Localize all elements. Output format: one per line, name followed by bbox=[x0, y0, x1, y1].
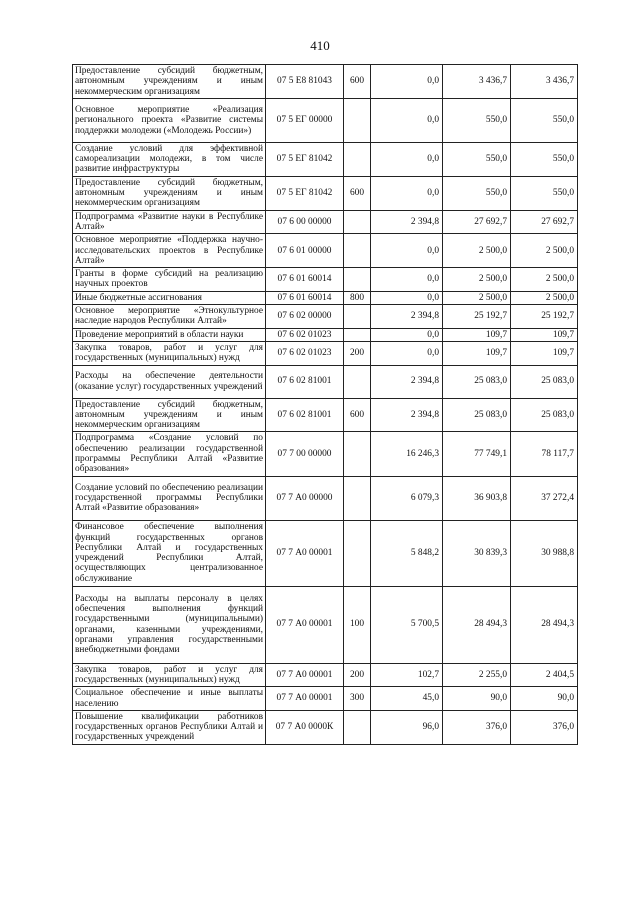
row-expense-type-cell bbox=[344, 210, 371, 234]
row-value-1-cell: 0,0 bbox=[371, 341, 443, 365]
row-expense-type-cell bbox=[344, 710, 371, 744]
row-name-cell: Основное мероприятие «Реализация регионального проекта «Развитие системы поддержки молодежи («Молодежь России») bbox=[73, 98, 266, 142]
row-code-cell: 07 6 02 01023 bbox=[266, 341, 344, 365]
table-row bbox=[73, 365, 578, 398]
row-expense-type-cell bbox=[344, 234, 371, 268]
row-value-3-cell: 550,0 bbox=[511, 98, 578, 142]
row-value-2-cell: 77 749,1 bbox=[443, 432, 511, 476]
table-row bbox=[73, 142, 578, 176]
table-row bbox=[73, 305, 578, 329]
row-expense-type-cell: 600 bbox=[344, 398, 371, 432]
row-value-1-cell: 5 700,5 bbox=[371, 586, 443, 663]
row-expense-type-cell bbox=[344, 365, 371, 398]
row-name-cell: Проведение мероприятий в области науки bbox=[73, 328, 266, 341]
row-value-1-cell: 0,0 bbox=[371, 142, 443, 176]
row-code-cell: 07 5 ЕГ 81042 bbox=[266, 142, 344, 176]
row-value-2-cell: 2 500,0 bbox=[443, 268, 511, 292]
row-value-3-cell: 2 404,5 bbox=[511, 663, 578, 687]
row-code-cell: 07 5 E8 81043 bbox=[266, 65, 344, 99]
row-name-cell: Иные бюджетные ассигнования bbox=[73, 291, 266, 304]
row-value-3-cell: 2 500,0 bbox=[511, 234, 578, 268]
row-code-cell: 07 6 00 00000 bbox=[266, 210, 344, 234]
row-value-1-cell: 0,0 bbox=[371, 234, 443, 268]
row-value-2-cell: 25 083,0 bbox=[443, 398, 511, 432]
row-name-cell: Подпрограмма «Создание условий по обеспечению реализации государственной программы Республики Алтай «Развитие образования» bbox=[73, 432, 266, 476]
row-value-1-cell: 5 848,2 bbox=[371, 520, 443, 586]
row-name-cell: Расходы на обеспечение деятельности (оказание услуг) государственных учреждений bbox=[73, 365, 266, 398]
row-value-3-cell: 2 500,0 bbox=[511, 291, 578, 304]
row-name-cell: Повышение квалификации работников государственных органов Республики Алтай и государственных учреждений bbox=[73, 710, 266, 744]
row-name-cell: Основное мероприятие «Этнокультурное наследие народов Республики Алтай» bbox=[73, 305, 266, 329]
row-code-cell: 07 6 01 60014 bbox=[266, 291, 344, 304]
row-value-2-cell: 550,0 bbox=[443, 98, 511, 142]
row-value-1-cell: 16 246,3 bbox=[371, 432, 443, 476]
row-value-3-cell: 376,0 bbox=[511, 710, 578, 744]
row-expense-type-cell bbox=[344, 476, 371, 520]
row-code-cell: 07 6 01 00000 bbox=[266, 234, 344, 268]
row-value-2-cell: 2 255,0 bbox=[443, 663, 511, 687]
row-value-3-cell: 2 500,0 bbox=[511, 268, 578, 292]
row-expense-type-cell bbox=[344, 432, 371, 476]
table-row bbox=[73, 710, 578, 744]
row-value-3-cell: 109,7 bbox=[511, 328, 578, 341]
budget-table-body bbox=[73, 65, 578, 745]
row-expense-type-cell bbox=[344, 328, 371, 341]
row-value-3-cell: 90,0 bbox=[511, 687, 578, 711]
row-value-3-cell: 109,7 bbox=[511, 341, 578, 365]
row-value-1-cell: 6 079,3 bbox=[371, 476, 443, 520]
row-value-1-cell: 0,0 bbox=[371, 65, 443, 99]
row-value-3-cell: 27 692,7 bbox=[511, 210, 578, 234]
row-value-1-cell: 2 394,8 bbox=[371, 305, 443, 329]
row-name-cell: Закупка товаров, работ и услуг для государственных (муниципальных) нужд bbox=[73, 341, 266, 365]
row-value-1-cell: 0,0 bbox=[371, 268, 443, 292]
row-name-cell: Предоставление субсидий бюджетным, автономным учреждениям и иным некоммерческим организациям bbox=[73, 398, 266, 432]
row-code-cell: 07 6 02 01023 bbox=[266, 328, 344, 341]
row-value-3-cell: 25 083,0 bbox=[511, 398, 578, 432]
row-expense-type-cell bbox=[344, 305, 371, 329]
row-value-1-cell: 0,0 bbox=[371, 98, 443, 142]
table-row bbox=[73, 65, 578, 99]
row-value-2-cell: 25 192,7 bbox=[443, 305, 511, 329]
row-expense-type-cell bbox=[344, 98, 371, 142]
row-name-cell: Гранты в форме субсидий на реализацию научных проектов bbox=[73, 268, 266, 292]
row-value-1-cell: 2 394,8 bbox=[371, 365, 443, 398]
row-code-cell: 07 5 ЕГ 81042 bbox=[266, 176, 344, 210]
row-expense-type-cell bbox=[344, 142, 371, 176]
row-value-2-cell: 90,0 bbox=[443, 687, 511, 711]
row-value-2-cell: 36 903,8 bbox=[443, 476, 511, 520]
row-value-3-cell: 37 272,4 bbox=[511, 476, 578, 520]
row-value-3-cell: 78 117,7 bbox=[511, 432, 578, 476]
row-name-cell: Социальное обеспечение и иные выплаты населению bbox=[73, 687, 266, 711]
table-row bbox=[73, 176, 578, 210]
row-value-1-cell: 96,0 bbox=[371, 710, 443, 744]
table-row bbox=[73, 687, 578, 711]
budget-table bbox=[72, 64, 578, 745]
row-name-cell: Создание условий по обеспечению реализации государственной программы Республики Алтай «Развитие образования» bbox=[73, 476, 266, 520]
row-value-2-cell: 109,7 bbox=[443, 328, 511, 341]
row-value-2-cell: 27 692,7 bbox=[443, 210, 511, 234]
row-expense-type-cell: 300 bbox=[344, 687, 371, 711]
row-code-cell: 07 6 02 81001 bbox=[266, 398, 344, 432]
table-row bbox=[73, 586, 578, 663]
row-value-2-cell: 3 436,7 bbox=[443, 65, 511, 99]
row-value-2-cell: 28 494,3 bbox=[443, 586, 511, 663]
table-row bbox=[73, 328, 578, 341]
table-row bbox=[73, 234, 578, 268]
row-value-3-cell: 550,0 bbox=[511, 142, 578, 176]
table-row bbox=[73, 291, 578, 304]
row-expense-type-cell: 800 bbox=[344, 291, 371, 304]
row-value-2-cell: 550,0 bbox=[443, 142, 511, 176]
row-name-cell: Расходы на выплаты персоналу в целях обеспечения выполнения функций государственными (муниципальными) органами, казенными учреждениями, органами управления государственными внебюджетными фондами bbox=[73, 586, 266, 663]
row-value-1-cell: 45,0 bbox=[371, 687, 443, 711]
row-value-3-cell: 550,0 bbox=[511, 176, 578, 210]
row-value-1-cell: 102,7 bbox=[371, 663, 443, 687]
row-code-cell: 07 7 А0 0000К bbox=[266, 710, 344, 744]
row-code-cell: 07 7 А0 00001 bbox=[266, 586, 344, 663]
row-value-1-cell: 2 394,8 bbox=[371, 398, 443, 432]
row-name-cell: Закупка товаров, работ и услуг для государственных (муниципальных) нужд bbox=[73, 663, 266, 687]
row-value-2-cell: 2 500,0 bbox=[443, 234, 511, 268]
row-value-2-cell: 2 500,0 bbox=[443, 291, 511, 304]
row-code-cell: 07 7 А0 00000 bbox=[266, 476, 344, 520]
table-row bbox=[73, 398, 578, 432]
row-value-2-cell: 550,0 bbox=[443, 176, 511, 210]
row-value-3-cell: 28 494,3 bbox=[511, 586, 578, 663]
row-code-cell: 07 7 А0 00001 bbox=[266, 663, 344, 687]
row-code-cell: 07 7 00 00000 bbox=[266, 432, 344, 476]
row-code-cell: 07 7 А0 00001 bbox=[266, 687, 344, 711]
row-value-1-cell: 0,0 bbox=[371, 291, 443, 304]
row-value-2-cell: 109,7 bbox=[443, 341, 511, 365]
row-name-cell: Подпрограмма «Развитие науки в Республике Алтай» bbox=[73, 210, 266, 234]
table-row bbox=[73, 341, 578, 365]
row-value-3-cell: 30 988,8 bbox=[511, 520, 578, 586]
table-row bbox=[73, 268, 578, 292]
row-value-3-cell: 25 083,0 bbox=[511, 365, 578, 398]
row-name-cell: Финансовое обеспечение выполнения функций государственных органов Республики Алтай и государственных учреждений Республики Алтай, осуществляющих централизованное обслуживание bbox=[73, 520, 266, 586]
table-row bbox=[73, 432, 578, 476]
row-expense-type-cell: 200 bbox=[344, 341, 371, 365]
row-name-cell: Предоставление субсидий бюджетным, автономным учреждениям и иным некоммерческим организациям bbox=[73, 65, 266, 99]
row-value-1-cell: 0,0 bbox=[371, 328, 443, 341]
row-code-cell: 07 6 02 00000 bbox=[266, 305, 344, 329]
row-expense-type-cell: 600 bbox=[344, 65, 371, 99]
row-name-cell: Предоставление субсидий бюджетным, автономным учреждениям и иным некоммерческим организациям bbox=[73, 176, 266, 210]
row-value-2-cell: 25 083,0 bbox=[443, 365, 511, 398]
row-expense-type-cell: 600 bbox=[344, 176, 371, 210]
row-value-3-cell: 25 192,7 bbox=[511, 305, 578, 329]
row-expense-type-cell bbox=[344, 268, 371, 292]
table-row bbox=[73, 210, 578, 234]
row-name-cell: Основное мероприятие «Поддержка научно-исследовательских проектов в Республике Алтай» bbox=[73, 234, 266, 268]
row-code-cell: 07 7 А0 00001 bbox=[266, 520, 344, 586]
row-code-cell: 07 6 02 81001 bbox=[266, 365, 344, 398]
row-value-2-cell: 30 839,3 bbox=[443, 520, 511, 586]
row-name-cell: Создание условий для эффективной самореализации молодежи, в том числе развитие инфраструктуры bbox=[73, 142, 266, 176]
row-code-cell: 07 5 ЕГ 00000 bbox=[266, 98, 344, 142]
row-value-1-cell: 0,0 bbox=[371, 176, 443, 210]
table-row bbox=[73, 98, 578, 142]
table-row bbox=[73, 663, 578, 687]
row-expense-type-cell: 200 bbox=[344, 663, 371, 687]
table-row bbox=[73, 476, 578, 520]
row-value-3-cell: 3 436,7 bbox=[511, 65, 578, 99]
page-number: 410 bbox=[310, 38, 330, 53]
row-code-cell: 07 6 01 60014 bbox=[266, 268, 344, 292]
row-expense-type-cell bbox=[344, 520, 371, 586]
table-row bbox=[73, 520, 578, 586]
row-expense-type-cell: 100 bbox=[344, 586, 371, 663]
row-value-2-cell: 376,0 bbox=[443, 710, 511, 744]
row-value-1-cell: 2 394,8 bbox=[371, 210, 443, 234]
